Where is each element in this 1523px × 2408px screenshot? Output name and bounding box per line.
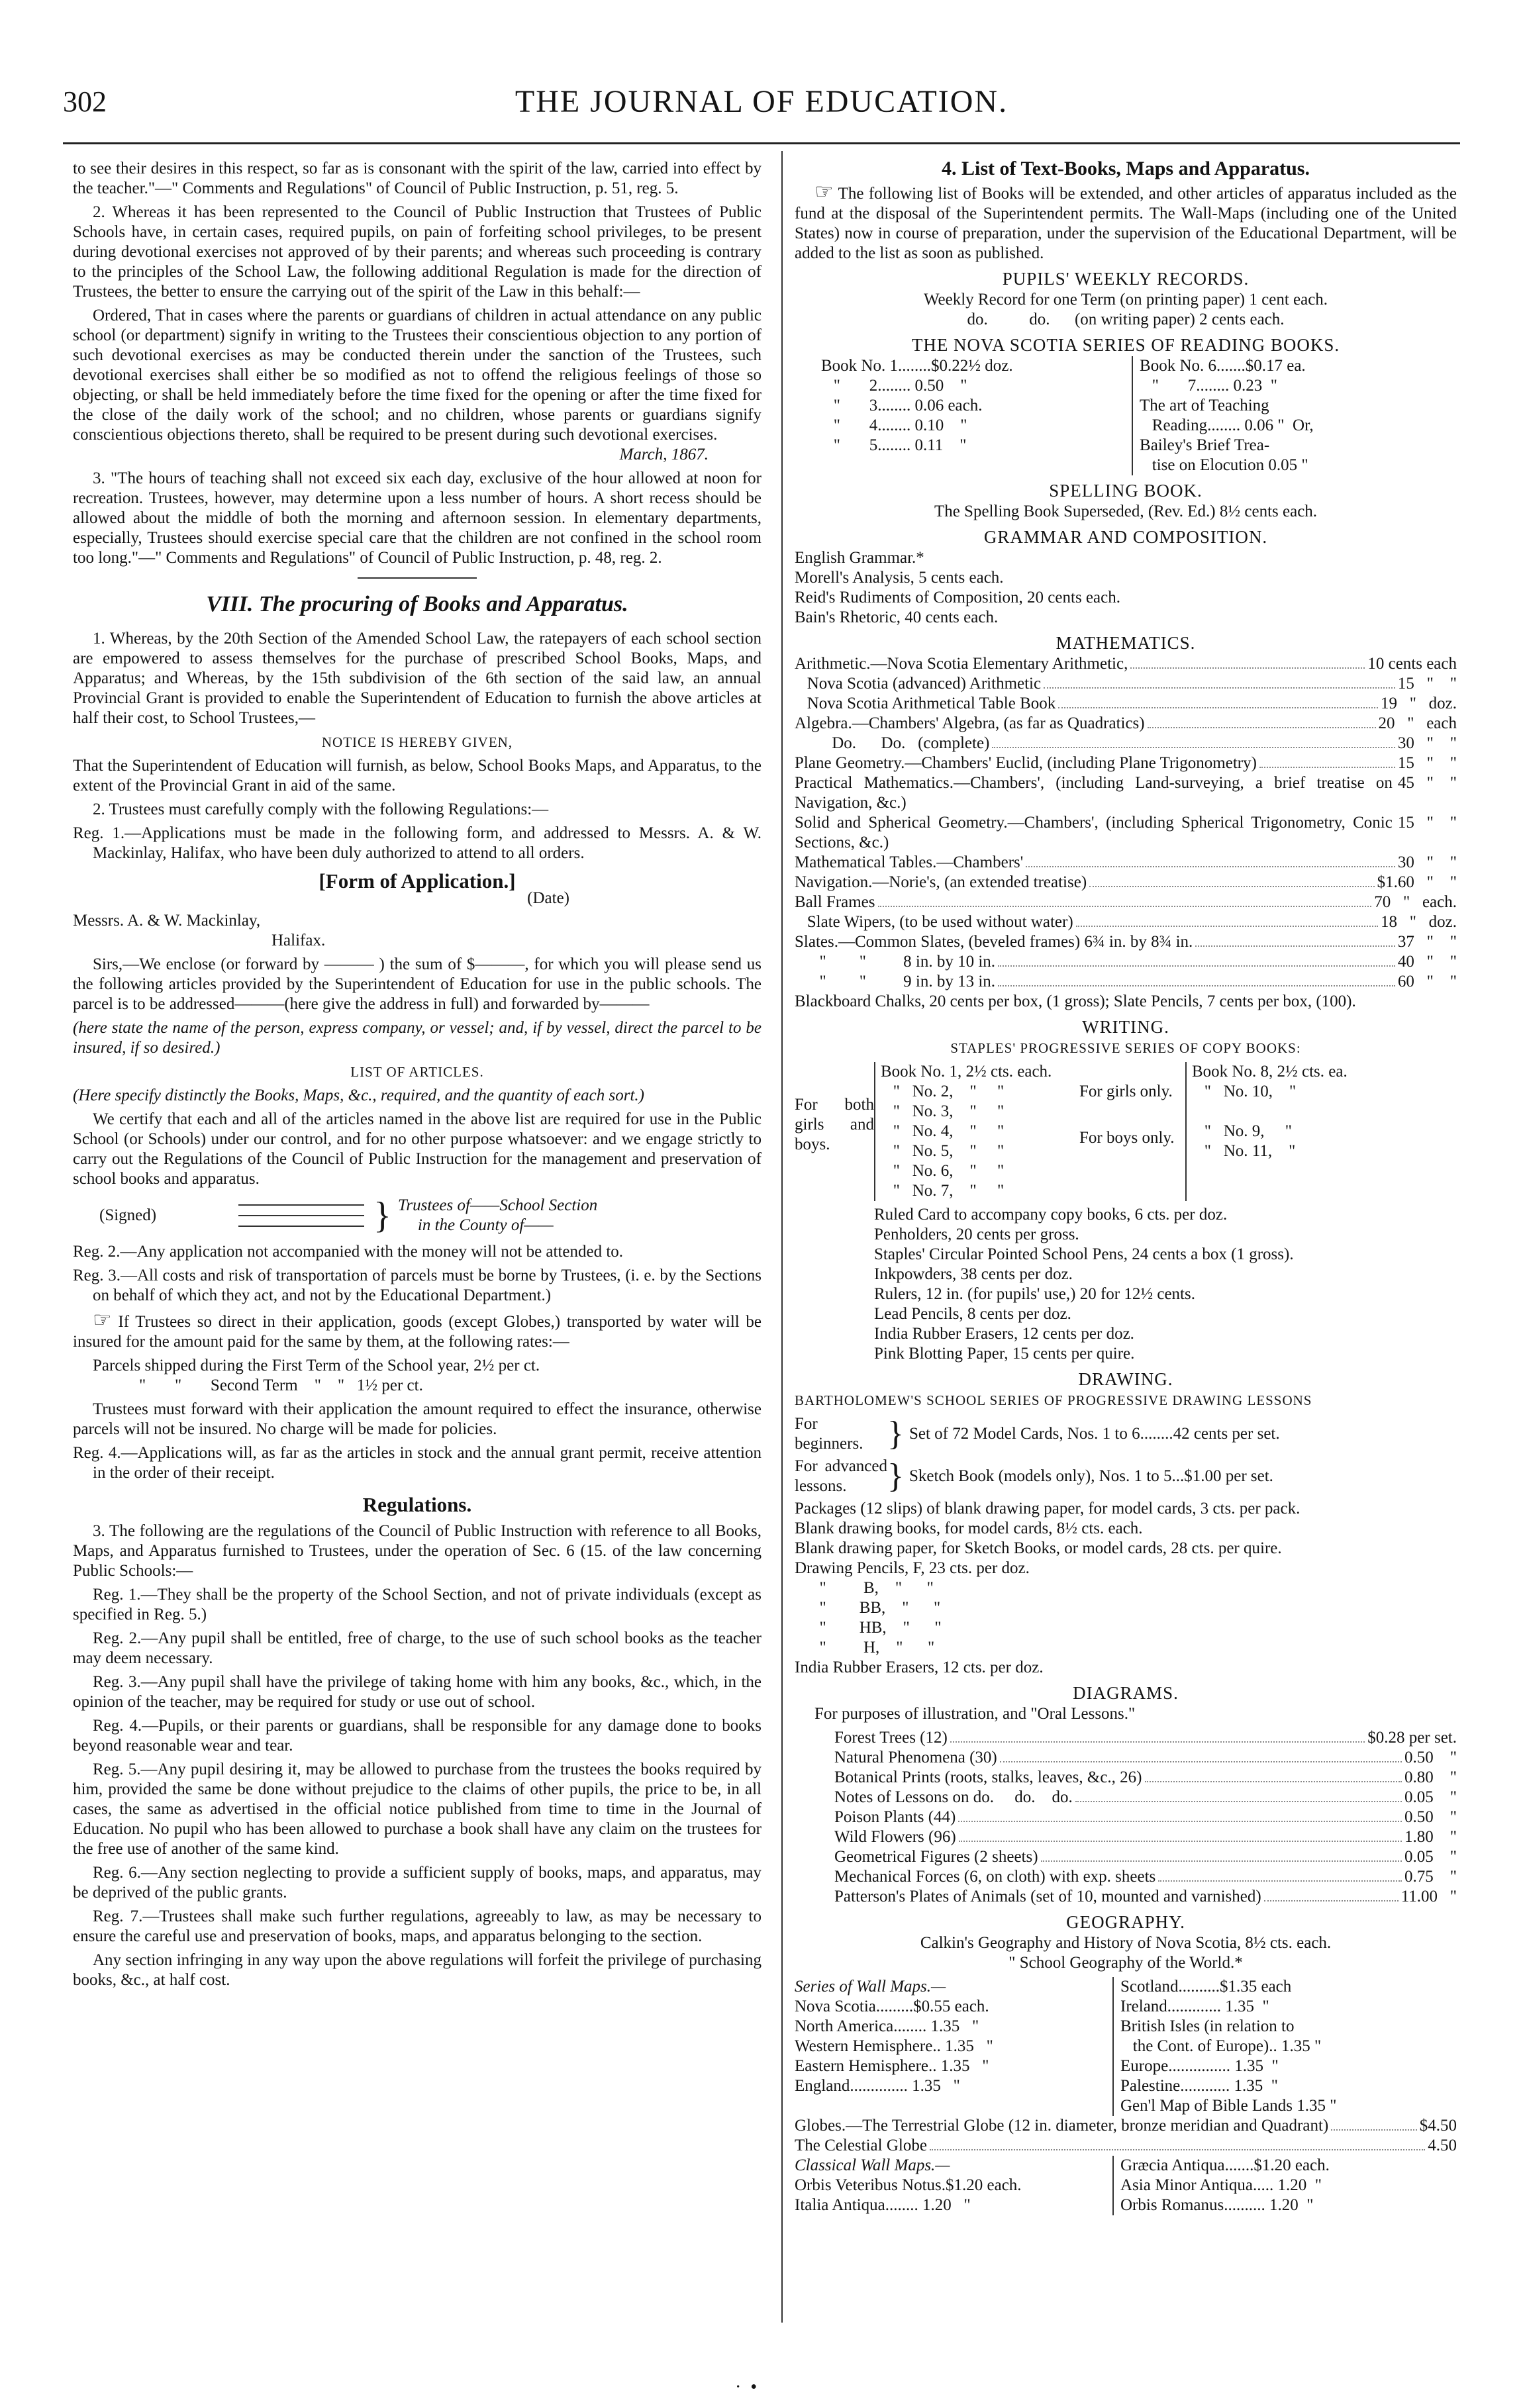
copy-both-list — [874, 1062, 1079, 1201]
item-text: Poison Plants (44) — [834, 1808, 956, 1826]
wall-maps-col-a — [795, 1977, 1112, 2116]
math-entry — [795, 694, 1457, 714]
wall-map-entry: Europe............... 1.35 " — [1120, 2057, 1279, 2075]
wall-maps-label: Series of Wall Maps.— — [795, 1978, 946, 1996]
signed-label: (Signed) — [99, 1206, 157, 1224]
item-text: Plane Geometry.—Chambers' Euclid, (including Plane Trigonometry) — [795, 754, 1257, 772]
item-text: Slate Wipers, (to be used without water) — [795, 913, 1073, 931]
wall-maps-list — [795, 1997, 1112, 2096]
diagrams-intro: For purposes of illustration, and "Oral Lessons." — [814, 1705, 1136, 1723]
item-price: 70 " each. — [1374, 893, 1457, 911]
reading-book-entry: Reading........ 0.06 " Or, — [1140, 416, 1314, 434]
item-price: 0.75 " — [1404, 1868, 1457, 1886]
item-text: Mechanical Forces (6, on cloth) with exp. sheets — [834, 1868, 1156, 1886]
drawing-item: Sketch Book (models only), Nos. 1 to 5...$1.00 per set. — [909, 1467, 1273, 1485]
pointing-hand-icon: ☞ — [93, 1308, 112, 1331]
item-text: Algebra.—Chambers' Algebra, (as far as Quadratics) — [795, 714, 1145, 732]
dot-leader — [1259, 767, 1395, 768]
item-price: 15 " " — [1397, 814, 1457, 832]
header-rule — [63, 142, 1460, 144]
item-price: 0.05 " — [1404, 1788, 1457, 1806]
writing-list — [795, 1205, 1457, 1364]
list-note: (Here specify distinctly the Books, Maps, &c., required, and the quantity of each sort.) — [73, 1086, 645, 1104]
item-text: Slates.—Common Slates, (beveled frames) 6¾ in. by 8¾ in. — [795, 933, 1193, 951]
copy-book-entry: Book No. 1, 2½ cts. each. — [881, 1063, 1052, 1081]
dot-leader — [998, 965, 1395, 967]
diagram-entry — [834, 1887, 1457, 1907]
item-price: 0.05 " — [1404, 1848, 1457, 1866]
reading-book-entry: " 3........ 0.06 each. — [821, 397, 983, 414]
paragraph: Reg. 3.—All costs and risk of transportation of parcels must be borne by Trustees, (i. e. by the Sections on behalf of which they act, and not by the Educational Department.) — [73, 1267, 762, 1304]
regulations-heading: Regulations. — [362, 1493, 472, 1516]
reading-book-entry: Book No. 1........$0.22½ doz. — [821, 357, 1013, 375]
copy-book-entry: " No. 3, " " — [881, 1102, 1005, 1120]
signature-lines — [238, 1204, 364, 1227]
item-text: Solid and Spherical Geometry.—Chambers', (including Spherical Trigonometry, Conic Sections, &c.) — [795, 814, 1397, 851]
item-text: The Celestial Globe — [795, 2137, 927, 2154]
drawing-entry: Drawing Pencils, F, 23 cts. per doz. — [795, 1559, 1030, 1577]
price-line: do. do. (on writing paper) 2 cents each. — [967, 311, 1285, 328]
subheading: MATHEMATICS. — [1056, 633, 1196, 653]
regulation: Any section infringing in any way upon the above regulations will forfeit the privilege of purchasing books, &c., at half cost. — [73, 1951, 762, 1989]
wall-map-entry: Nova Scotia.........$0.55 each. — [795, 1998, 989, 2015]
classical-maps-col-b — [1112, 2156, 1451, 2215]
intro-text: The following list of Books will be extended, and other articles of apparatus included as the fund at the disposal of the Superintendent permits. The Wall-Maps (including one of the United States) now in course of preparation, under the supervision of the Educational Department, will be added to the list as soon as published. — [795, 185, 1457, 262]
copy-boys-list — [1192, 1122, 1391, 1161]
copy-book-entry: " No. 5, " " — [881, 1142, 1005, 1160]
writing-entry: Staples' Circular Pointed School Pens, 24 cents a box (1 gross). — [874, 1245, 1294, 1263]
item-price: 60 " " — [1397, 973, 1457, 990]
diagram-entry — [834, 1748, 1457, 1768]
paragraph: Reg. 1.—Applications must be made in the following form, and addressed to Messrs. A. & W. Mackinlay, Halifax, who have been duly authorized to attend to all orders. — [73, 824, 762, 862]
price-line: The Spelling Book Superseded, (Rev. Ed.) 8½ cents each. — [934, 503, 1318, 520]
section-heading: 4. List of Text-Books, Maps and Apparatus. — [942, 158, 1310, 179]
item-text: Do. Do. (complete) — [795, 734, 990, 752]
item-price: $0.28 per set. — [1367, 1729, 1457, 1747]
math-entry — [795, 813, 1457, 853]
divider — [358, 577, 477, 579]
dot-leader — [1075, 1801, 1402, 1802]
journal-title: THE JOURNAL OF EDUCATION. — [515, 84, 1008, 119]
diagram-entry — [834, 1768, 1457, 1788]
item-price: 10 cents each — [1367, 655, 1457, 673]
brace: } — [373, 1195, 391, 1236]
math-entry — [795, 773, 1457, 813]
blank-line — [238, 1226, 364, 1227]
item-price: 15 " " — [1397, 675, 1457, 693]
paragraph: 2. Trustees must carefully comply with the following Regulations:— — [93, 800, 549, 818]
dot-leader — [1158, 1880, 1402, 1882]
wall-map-entry: Western Hemisphere.. 1.35 " — [795, 2037, 993, 2055]
item-text: Globes.—The Terrestrial Globe (12 in. diameter, bronze meridian and Quadrant) — [795, 2117, 1329, 2135]
dot-leader — [1041, 1860, 1402, 1862]
classical-maps-col-a — [795, 2156, 1112, 2215]
writing-entry: Lead Pencils, 8 cents per doz. — [874, 1305, 1071, 1323]
reading-book-entry: Bailey's Brief Trea- — [1140, 436, 1270, 454]
dot-leader — [1044, 687, 1395, 689]
reading-book-entry: " 2........ 0.50 " — [821, 377, 967, 395]
paragraph: 3. The following are the regulations of the Council of Public Instruction with reference to all Books, Maps, and Apparatus furnished to Trustees, under the operation of Sec. 6 (15. of the law concerning Public Schools:— — [73, 1522, 762, 1580]
form-address: Messrs. A. & W. Mackinlay, — [73, 912, 261, 930]
drawing-entry: Blank drawing paper, for Sketch Books, or model cards, 28 cts. per quire. — [795, 1539, 1282, 1557]
dot-leader — [959, 1841, 1402, 1842]
form-body: Sirs,—We enclose (or forward by ——— ) the sum of $———, for which you will please send us the following articles provided by the Superintendent of Education for use in the public schools. The parcel is to be addressed———(here give the address in full) and forwarded by——— — [73, 955, 762, 1013]
writing-entry: Rulers, 12 in. (for pupils' use,) 20 for 12½ cents. — [874, 1285, 1195, 1303]
dot-leader — [1058, 707, 1378, 708]
classical-maps-table — [795, 2156, 1457, 2215]
diagram-entry — [834, 1807, 1457, 1827]
paragraph — [73, 1310, 762, 1352]
wall-map-entry: Eastern Hemisphere.. 1.35 " — [795, 2057, 989, 2075]
regulation: Reg. 5.—Any pupil desiring it, may be allowed to purchase from the trustees the books required by him, provided the same be done without prejudice to the claims of other pupils, the price to be, in all cases, the same as advertised in the official notice published from time to time in the Journal of Education. No pupil who has been allowed to purchase a book shall have any claim on the trustees for the free use of another of the same kind. — [73, 1760, 762, 1858]
subheading: GRAMMAR AND COMPOSITION. — [983, 527, 1268, 547]
wall-maps-col-b — [1112, 1977, 1451, 2116]
copy-gender-labels — [1079, 1062, 1185, 1201]
dot-leader — [1026, 866, 1395, 867]
hand-note: If Trustees so direct in their application, goods (except Globes,) transported by water will be insured for the amount paid for the same by them, at the following rates:— — [73, 1313, 762, 1351]
brace: } — [887, 1457, 904, 1495]
copy-book-entry: " No. 7, " " — [881, 1182, 1005, 1200]
math-entry — [795, 753, 1457, 773]
classical-map-entry: Græcia Antiqua.......$1.20 each. — [1120, 2156, 1330, 2174]
copy-both-label: For both girls and boys. — [795, 1096, 874, 1153]
wall-map-entry: Gen'l Map of Bible Lands 1.35 " — [1120, 2097, 1337, 2115]
wall-maps-table — [795, 1977, 1457, 2116]
item-text: Notes of Lessons on do. do. do. — [834, 1788, 1073, 1806]
dot-leader — [950, 1741, 1365, 1743]
rate-line: Parcels shipped during the First Term of the School year, 2½ per ct. — [93, 1357, 540, 1374]
classical-map-entry: Italia Antiqua........ 1.20 " — [795, 2196, 971, 2214]
dot-leader — [1000, 1761, 1402, 1762]
item-text: Navigation.—Norie's, (an extended treatise) — [795, 873, 1087, 891]
drawing-entry: " BB, " " — [795, 1599, 941, 1617]
grammar-list — [795, 548, 1457, 628]
blank-line — [238, 1204, 364, 1206]
math-entry — [795, 714, 1457, 734]
copy-book-entry: " No. 4, " " — [881, 1122, 1005, 1140]
regulation: Reg. 6.—Any section neglecting to provide a sufficient supply of books, maps, and apparatus, may be deprived of the public grants. — [73, 1864, 762, 1902]
classical-maps-label: Classical Wall Maps.— — [795, 2156, 950, 2174]
diagram-entry — [834, 1867, 1457, 1887]
paragraph: Reg. 2.—Any application not accompanied with the money will not be attended to. — [73, 1243, 624, 1261]
dot-leader — [998, 985, 1395, 987]
paragraph: Trustees must forward with their application the amount required to effect the insurance, otherwise parcels will not be insured. No charge will be made for policies. — [73, 1400, 762, 1438]
dot-leader — [1076, 926, 1378, 927]
item-text: " " 9 in. by 13 in. — [795, 973, 996, 990]
dot-leader — [878, 906, 1372, 907]
regulation: Reg. 4.—Pupils, or their parents or guardians, shall be responsible for any damage done to books beyond reasonable wear and tear. — [73, 1717, 762, 1755]
subheading: GEOGRAPHY. — [1066, 1912, 1185, 1932]
paragraph: 3. "The hours of teaching shall not exceed six each day, exclusive of the hour allowed at noon for recreation. Trustees, however, may determine upon a less number of hours. A short recess should be allowed about the middle of both the morning and afternoon session. In elementary departments, especially, Trustees should exercise special care that the children are not confined in the school room too long."—" Comments and Regulations" of Council of Public Instruction, p. 48, reg. 2. — [73, 469, 762, 567]
dot-leader — [992, 747, 1395, 748]
drawing-entry: " HB, " " — [795, 1619, 942, 1637]
form-title: [Form of Application.] — [319, 869, 516, 892]
subheading: PUPILS' WEEKLY RECORDS. — [1002, 269, 1250, 289]
drawing-row — [795, 1457, 1457, 1496]
item-text: Forest Trees (12) — [834, 1729, 948, 1747]
math-entry — [795, 912, 1457, 932]
globe-list — [795, 2116, 1457, 2156]
copy-boys-label: For boys only. — [1079, 1129, 1175, 1147]
dot-leader — [930, 2149, 1425, 2150]
item-price: 1.80 " — [1404, 1828, 1457, 1846]
item-text: Mathematical Tables.—Chambers' — [795, 853, 1024, 871]
writing-entry: Pink Blotting Paper, 15 cents per quire. — [874, 1345, 1135, 1363]
item-price: 40 " " — [1397, 953, 1457, 971]
grammar-entry: Morell's Analysis, 5 cents each. — [795, 569, 1004, 587]
math-entry — [795, 873, 1457, 892]
wall-map-entry: Scotland..........$1.35 each — [1120, 1978, 1292, 1996]
price-line: Blackboard Chalks, 20 cents per box, (1 gross); Slate Pencils, 7 cents per box, (100). — [795, 992, 1356, 1010]
paragraph: Reg. 4.—Applications will, as far as the articles in stock and the annual grant permit, receive attention in the order of their receipt. — [73, 1444, 762, 1482]
reading-book-entry: The art of Teaching — [1140, 397, 1269, 414]
item-price: 0.80 " — [1404, 1768, 1457, 1786]
item-text: Natural Phenomena (30) — [834, 1749, 997, 1766]
diagram-entry — [834, 1827, 1457, 1847]
math-entry — [795, 654, 1457, 674]
grammar-entry: English Grammar.* — [795, 549, 924, 567]
paragraph: to see their desires in this respect, so far as is consonant with the spirit of the law, carried into effect by the teacher."—" Comments and Regulations" of Council of Public Instruction, p. 51, reg. 5. — [73, 160, 762, 197]
trustees-of: Trustees of——School Section — [397, 1196, 598, 1214]
math-entry — [795, 892, 1457, 912]
copy-book-entry: " No. 11, " — [1192, 1142, 1296, 1160]
right-column — [795, 159, 1457, 2215]
dot-leader — [1130, 667, 1365, 669]
left-column — [73, 159, 762, 1994]
math-entry — [795, 972, 1457, 992]
reading-book-entry: " 4........ 0.10 " — [821, 416, 967, 434]
dot-leader — [1089, 886, 1374, 887]
drawing-label: For beginners. — [795, 1415, 863, 1453]
math-entry — [795, 734, 1457, 753]
math-list — [795, 654, 1457, 992]
grammar-entry: Bain's Rhetoric, 40 cents each. — [795, 608, 999, 626]
copy-book-entry: " No. 9, " — [1192, 1122, 1292, 1140]
regulation: Reg. 2.—Any pupil shall be entitled, free of charge, to the use of such school books as the teacher may deem necessary. — [73, 1629, 762, 1667]
drawing-list — [795, 1499, 1457, 1678]
dot-leader — [1264, 1900, 1399, 1902]
item-price: 0.50 " — [1404, 1808, 1457, 1826]
copy-girls-list — [1192, 1062, 1391, 1102]
math-entry — [795, 853, 1457, 873]
form-body: (here state the name of the person, express company, or vessel; and, if by vessel, direct the parcel to be insured, if so desired.) — [73, 1019, 762, 1057]
drawing-series-heading: BARTHOLOMEW'S SCHOOL SERIES OF PROGRESSIVE DRAWING LESSONS — [795, 1392, 1312, 1408]
wall-map-entry: the Cont. of Europe).. 1.35 " — [1120, 2037, 1322, 2055]
subheading: WRITING. — [1082, 1017, 1169, 1037]
column-divider — [781, 151, 783, 2323]
pointing-hand-icon: ☞ — [814, 179, 834, 203]
copy-book-entry: " No. 6, " " — [881, 1162, 1005, 1180]
dot-leader — [1148, 727, 1376, 728]
drawing-item: Set of 72 Model Cards, Nos. 1 to 6........42 cents per set. — [909, 1425, 1280, 1443]
brace: } — [887, 1415, 904, 1453]
page-mark: · • — [735, 2377, 758, 2397]
drawing-entry: India Rubber Erasers, 12 cts. per doz. — [795, 1659, 1044, 1676]
item-text: " " 8 in. by 10 in. — [795, 953, 996, 971]
paragraph: 1. Whereas, by the 20th Section of the Amended School Law, the ratepayers of each school section are empowered to assess themselves for the purchase of prescribed School Books, Maps, and Apparatus; and Whereas, by the 15th subdivision of the 6th section of the said law, an annual Provincial Grant is provided to enable the Superintendent of Education to furnish the above articles at half their cost, to School Trustees,— — [73, 630, 762, 727]
reading-books-col-b — [1132, 356, 1457, 475]
grammar-entry: Reid's Rudiments of Composition, 20 cents each. — [795, 589, 1120, 606]
item-price: 15 " " — [1397, 754, 1457, 772]
price-line: " School Geography of the World.* — [1008, 1954, 1243, 1972]
drawing-entry: " H, " " — [795, 1639, 935, 1657]
item-price: $1.60 " " — [1377, 873, 1457, 891]
copy-book-entry: " No. 10, " — [1192, 1083, 1297, 1100]
diagram-list — [795, 1728, 1457, 1907]
copy-book-entry: " No. 2, " " — [881, 1083, 1005, 1100]
wall-map-entry: England.............. 1.35 " — [795, 2077, 960, 2095]
page-number: 302 — [63, 85, 107, 118]
subheading: DRAWING. — [1078, 1369, 1173, 1389]
drawing-entry: Packages (12 slips) of blank drawing paper, for model cards, 3 cts. per pack. — [795, 1500, 1301, 1517]
drawing-entry: " B, " " — [795, 1579, 934, 1597]
globe-entry — [795, 2136, 1457, 2156]
blank-line — [238, 1215, 364, 1216]
reading-book-entry: " 7........ 0.23 " — [1140, 377, 1277, 395]
diagram-entry — [834, 1728, 1457, 1748]
item-price: 30 " " — [1397, 853, 1457, 871]
item-text: Wild Flowers (96) — [834, 1828, 956, 1846]
dot-leader — [1195, 945, 1395, 947]
math-entry — [795, 932, 1457, 952]
writing-entry: Inkpowders, 38 cents per doz. — [874, 1265, 1073, 1283]
paragraph — [795, 181, 1457, 264]
dot-leader — [958, 1821, 1402, 1822]
item-price: 18 " doz. — [1380, 913, 1457, 931]
drawing-label: For advanced lessons. — [795, 1457, 887, 1495]
wall-map-entry: Palestine............ 1.35 " — [1120, 2077, 1278, 2095]
item-price: 11.00 " — [1400, 1888, 1457, 1905]
reading-books-col-a — [795, 356, 1132, 475]
signature-block — [73, 1196, 762, 1235]
classical-map-entry: Orbis Veteribus Notus.$1.20 each. — [795, 2176, 1022, 2194]
regulation: Reg. 7.—Trustees shall make such further regulations, agreeably to law, as may be necessary to ensure the careful use and preservation of books, maps, and apparatus belonging to the section. — [73, 1907, 762, 1945]
copy-books-table — [795, 1062, 1457, 1201]
dot-leader — [1331, 2129, 1417, 2131]
reading-books-table — [795, 356, 1457, 475]
wall-map-entry: British Isles (in relation to — [1120, 2017, 1295, 2035]
item-text: Patterson's Plates of Animals (set of 10, mounted and varnished) — [834, 1888, 1261, 1905]
copy-gender-lists — [1185, 1062, 1391, 1201]
price-line: Calkin's Geography and History of Nova Scotia, 8½ cts. each. — [920, 1934, 1332, 1952]
form-address: Halifax. — [271, 932, 326, 949]
item-text: Ball Frames — [795, 893, 875, 911]
trustee-text — [398, 1196, 597, 1235]
reading-book-entry: tise on Elocution 0.05 " — [1140, 456, 1308, 474]
paragraph: 2. Whereas it has been represented to the Council of Public Instruction that Trustees of Public Schools have, in certain cases, required pupils, on pain of forfeiting school privileges, to be present during devotional exercises not approved of by their parents; and whereas such proceeding is contrary to the principles of the School Law, the following additional Regulation is made for the direction of Trustees, the better to ensure the carrying out of the spirit of the Law in this behalf:— — [73, 203, 762, 301]
reading-book-entry: Book No. 6.......$0.17 ea. — [1140, 357, 1306, 375]
date-line: March, 1867. — [619, 446, 709, 463]
copy-books-heading: STAPLES' PROGRESSIVE SERIES OF COPY BOOKS: — [950, 1040, 1301, 1056]
drawing-row — [795, 1414, 1457, 1454]
copy-girls-label: For girls only. — [1079, 1083, 1173, 1100]
subheading: SPELLING BOOK. — [1049, 481, 1203, 501]
reading-book-entry: " 5........ 0.11 " — [821, 436, 967, 454]
paragraph: Ordered, That in cases where the parents or guardians of children in actual attendance on any public school (or department) signify in writing to the Trustees their conscientious objection to any portion of such devotional exercises as may be conducted therein under the sanction of the Trustees, such devotional exercises shall either be so modified as not to offend the religious feelings of those so objecting, or shall be held immediately before the time fixed for the opening or after the time fixed for the close of the daily work of the school; and no children, whose parents or guardians signify conscientious objections thereto, shall be required to be present during such devotional exercises. — [73, 307, 762, 444]
classical-map-entry: Asia Minor Antiqua..... 1.20 " — [1120, 2176, 1322, 2194]
math-entry — [795, 952, 1457, 972]
item-text: Botanical Prints (roots, stalks, leaves, &c., 26) — [834, 1768, 1142, 1786]
item-price: 37 " " — [1397, 933, 1457, 951]
page-header — [63, 78, 1460, 144]
subheading: THE NOVA SCOTIA SERIES OF READING BOOKS. — [911, 335, 1340, 355]
item-price: $4.50 — [1419, 2117, 1457, 2135]
regulation: Reg. 1.—They shall be the property of the School Section, and not of private individuals (except as specified in Reg. 5.) — [73, 1586, 762, 1623]
wall-map-entry: North America........ 1.35 " — [795, 2017, 979, 2035]
notice-line: NOTICE IS HEREBY GIVEN, — [321, 734, 513, 750]
paragraph: That the Superintendent of Education will furnish, as below, School Books Maps, and Apparatus, to the extent of the Provincial Grant in aid of the same. — [73, 757, 762, 795]
item-price: 20 " each — [1378, 714, 1457, 732]
item-price: 0.50 " — [1404, 1749, 1457, 1766]
wall-map-entry: Ireland............. 1.35 " — [1120, 1998, 1269, 2015]
form-date: (Date) — [527, 889, 569, 907]
section-heading: VIII. The procuring of Books and Apparatus. — [206, 592, 628, 616]
diagram-entry — [834, 1788, 1457, 1807]
rate-line: " " Second Term " " 1½ per ct. — [139, 1376, 423, 1394]
drawing-entry: Blank drawing books, for model cards, 8½ cts. each. — [795, 1519, 1143, 1537]
item-price: 19 " doz. — [1380, 695, 1457, 712]
classical-maps-list — [795, 2176, 1112, 2215]
writing-entry: India Rubber Erasers, 12 cents per doz. — [874, 1325, 1134, 1343]
in-county: in the County of—— — [417, 1216, 554, 1234]
item-text: Nova Scotia (advanced) Arithmetic — [795, 675, 1042, 693]
copy-book-entry: Book No. 8, 2½ cts. ea. — [1192, 1063, 1348, 1081]
list-title: LIST OF ARTICLES. — [350, 1064, 484, 1080]
math-entry — [795, 674, 1457, 694]
globe-entry — [795, 2116, 1457, 2136]
writing-entry: Penholders, 20 cents per gross. — [874, 1226, 1079, 1243]
item-price: 4.50 — [1428, 2137, 1457, 2154]
item-text: Arithmetic.—Nova Scotia Elementary Arithmetic, — [795, 655, 1128, 673]
item-price: 45 " " — [1397, 774, 1457, 792]
writing-entry: Ruled Card to accompany copy books, 6 cts. per doz. — [874, 1206, 1228, 1224]
item-text: Practical Mathematics.—Chambers', (including Land-surveying, a brief treatise on Navigation, &c.) — [795, 774, 1397, 812]
item-price: 30 " " — [1397, 734, 1457, 752]
paragraph: We certify that each and all of the articles named in the above list are required for use in the Public School (or Schools) under our control, and for no other purpose whatsoever: and we engage strictly to carry out the Regulations of the Council of Public Instruction for the management and preservation of school books and apparatus. — [73, 1110, 762, 1188]
classical-map-entry: Orbis Romanus.......... 1.20 " — [1120, 2196, 1314, 2214]
price-line: Weekly Record for one Term (on printing paper) 1 cent each. — [923, 291, 1328, 309]
item-text: Nova Scotia Arithmetical Table Book — [795, 695, 1056, 712]
regulation: Reg. 3.—Any pupil shall have the privilege of taking home with him any books, &c., which, in the opinion of the teacher, may be required for study or use out of school. — [73, 1673, 762, 1711]
subheading: DIAGRAMS. — [1073, 1683, 1179, 1703]
item-text: Geometrical Figures (2 sheets) — [834, 1848, 1038, 1866]
diagram-entry — [834, 1847, 1457, 1867]
dot-leader — [1145, 1781, 1402, 1782]
